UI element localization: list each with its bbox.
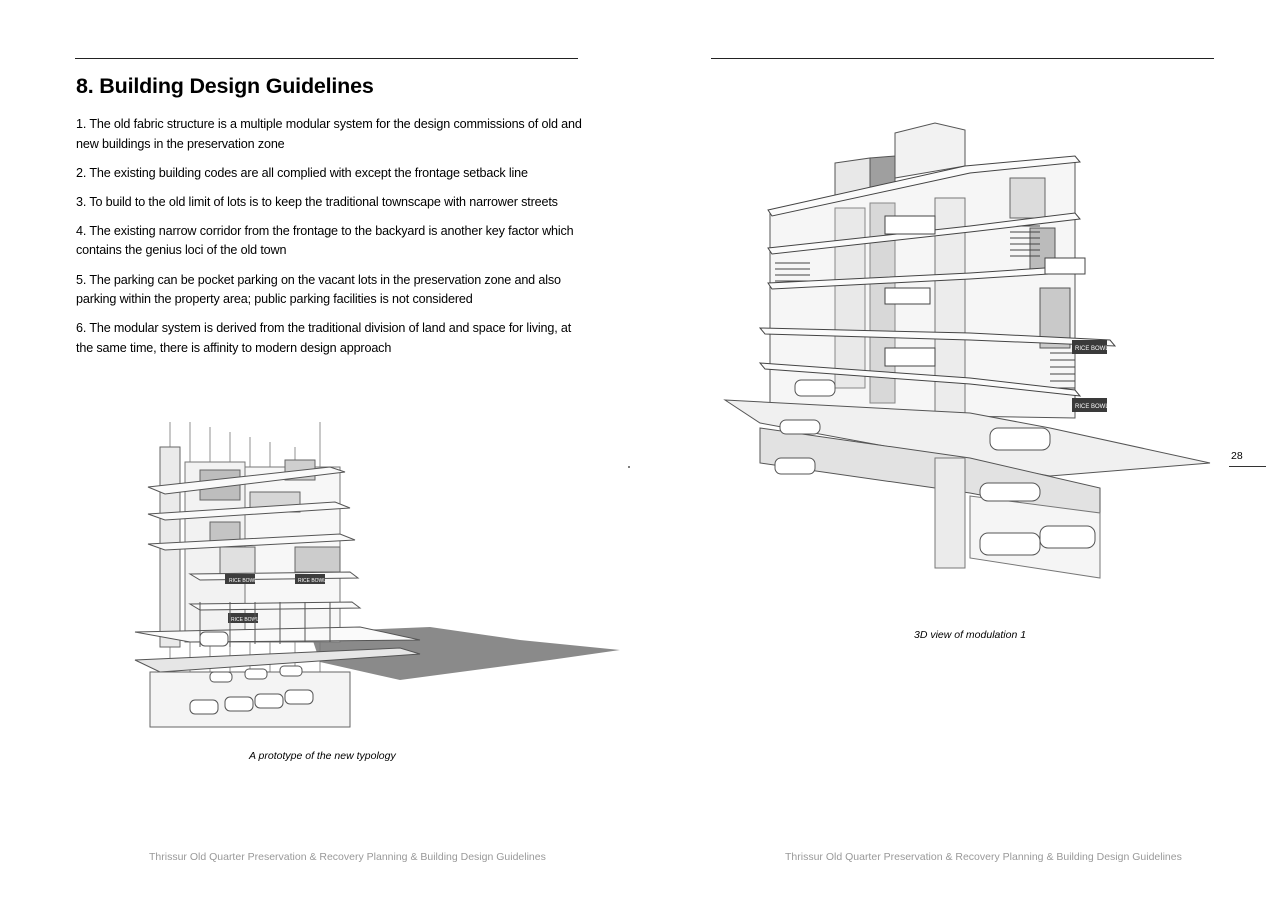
guideline-item: 1. The old fabric structure is a multiple modular system for the design commissions of old and new buildings in the preservation zone	[76, 117, 582, 151]
left-figure-caption: A prototype of the new typology	[249, 750, 396, 762]
signage-label: RICE BOWL	[229, 578, 258, 584]
guideline-item: 6. The modular system is derived from the traditional division of land and space for living, at the same time, there is affinity to modern design approach	[76, 321, 572, 355]
guideline-item: 5. The parking can be pocket parking on the vacant lots in the preservation zone and also parking within the property area; public parking facilities is not considered	[76, 272, 561, 307]
footer-right: Thrissur Old Quarter Preservation & Recovery Planning & Building Design Guidelines	[785, 851, 1182, 863]
header-rule-left	[75, 58, 578, 59]
signage-label: RICE BOWL	[298, 578, 327, 584]
guideline-item: 4. The existing narrow corridor from the frontage to the backyard is another key factor which contains the genius loci of the old town	[76, 223, 574, 258]
modulation-3d-figure	[720, 118, 1212, 583]
page-number: 28	[1231, 450, 1243, 462]
stray-dot	[628, 466, 630, 468]
page-number-rule	[1229, 466, 1266, 467]
right-figure-caption: 3D view of modulation 1	[914, 629, 1027, 641]
guideline-item: 3. To build to the old limit of lots is to keep the traditional townscape with narrower streets	[76, 194, 558, 209]
signage-label: RICE BOWL	[1075, 404, 1109, 410]
guidelines-list	[76, 115, 586, 368]
prototype-sketch-figure	[130, 422, 625, 734]
header-rule-right	[711, 58, 1214, 59]
guideline-item: 2. The existing building codes are all complied with except the frontage setback line	[76, 165, 528, 180]
section-title: 8. Building Design Guidelines	[76, 74, 374, 98]
signage-label: RICE BOWL	[231, 617, 260, 623]
footer-left: Thrissur Old Quarter Preservation & Recovery Planning & Building Design Guidelines	[149, 851, 546, 863]
signage-label: RICE BOWL	[1075, 346, 1109, 352]
